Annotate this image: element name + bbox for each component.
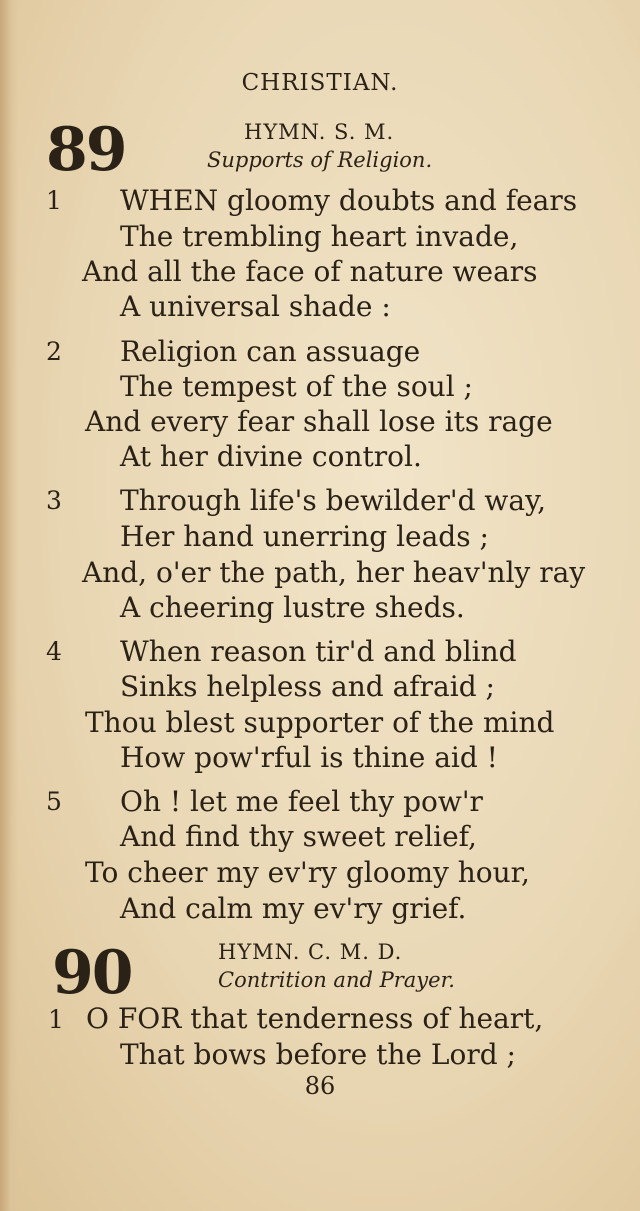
- verse-line: Oh ! let me feel thy pow'r: [120, 785, 483, 818]
- verse-line: And calm my ev'ry grief.: [120, 892, 467, 925]
- verse-line: Sinks helpless and afraid ;: [120, 670, 495, 703]
- verse-line: Through life's bewilder'd way,: [120, 484, 547, 517]
- verse-line: When reason tir'd and blind: [120, 635, 517, 668]
- verse-line: WHEN gloomy doubts and fears: [120, 184, 578, 217]
- verse-number: 1: [46, 186, 62, 215]
- verse-line: Her hand unerring leads ;: [120, 520, 489, 553]
- hymn-title: HYMN. C. M. D.: [218, 940, 403, 964]
- verse-line: To cheer my ev'ry gloomy hour,: [85, 856, 530, 889]
- verse-number: 1: [48, 1005, 64, 1034]
- verse-number: 5: [46, 787, 62, 816]
- running-header: CHRISTIAN.: [241, 70, 399, 96]
- verse-line: And all the face of nature wears: [82, 255, 538, 288]
- page-number: 86: [304, 1072, 336, 1100]
- verse-line: That bows before the Lord ;: [120, 1038, 516, 1071]
- verse-line: A universal shade :: [120, 290, 391, 323]
- verse-number: 2: [46, 337, 62, 366]
- verse-number: 3: [46, 486, 62, 515]
- verse-line: And find thy sweet relief,: [120, 820, 477, 853]
- hymn-title: HYMN. S. M.: [244, 120, 395, 144]
- verse-line: At her divine control.: [120, 440, 422, 473]
- verse-line: Thou blest supporter of the mind: [85, 706, 555, 739]
- hymn-subtitle: Supports of Religion.: [207, 148, 433, 172]
- verse-line: Religion can assuage: [120, 335, 421, 368]
- hymn-number: 90: [52, 938, 132, 1008]
- page-edge-shadow: [0, 0, 18, 1211]
- hymn-subtitle: Contrition and Prayer.: [218, 968, 455, 992]
- verse-line: How pow'rful is thine aid !: [120, 741, 498, 774]
- verse-number: 4: [46, 637, 62, 666]
- verse-line: A cheering lustre sheds.: [120, 591, 465, 624]
- verse-line: O FOR that tenderness of heart,: [86, 1002, 544, 1035]
- verse-line: The tempest of the soul ;: [120, 370, 473, 403]
- hymn-number: 89: [46, 115, 126, 185]
- verse-line: The trembling heart invade,: [120, 220, 519, 253]
- verse-line: And, o'er the path, her heav'nly ray: [82, 556, 586, 589]
- verse-line: And every fear shall lose its rage: [85, 405, 553, 438]
